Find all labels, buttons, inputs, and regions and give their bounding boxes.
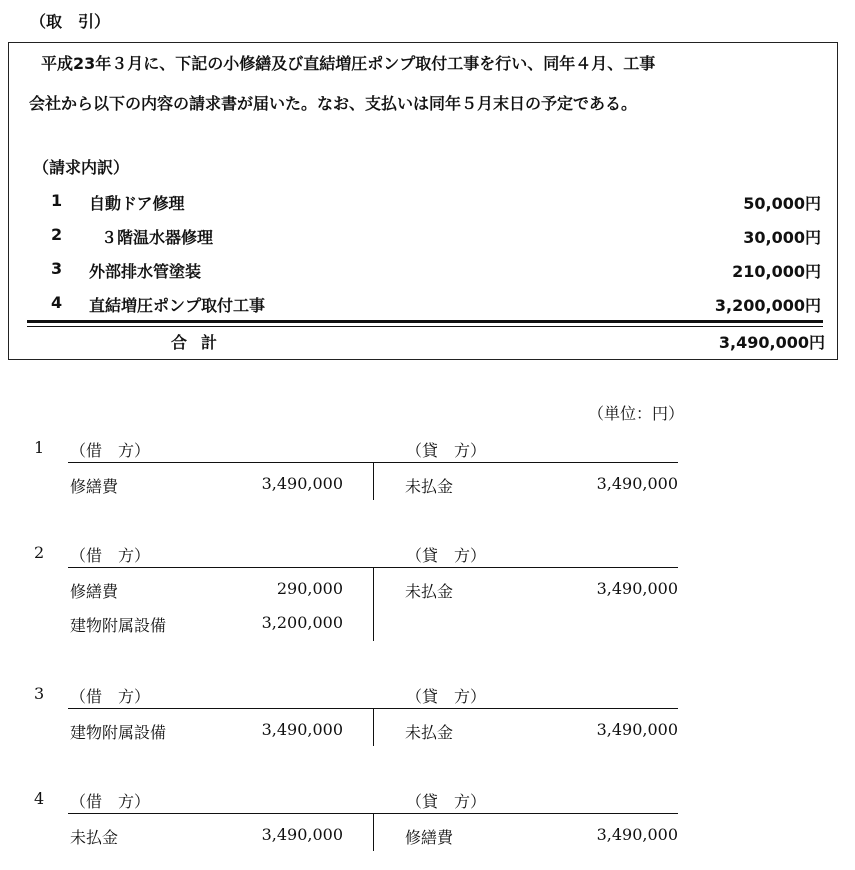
item-amount: 50,000円: [743, 194, 821, 213]
debit-amount: 290,000: [276, 579, 343, 598]
debit-header: （借 方）: [70, 792, 151, 811]
item-number: 3: [51, 259, 63, 278]
section-label: （取 引）: [30, 12, 111, 31]
description-line-2: 会社から以下の内容の請求書が届いた。なお、支払いは同年５月末日の予定である。: [29, 94, 638, 113]
item-name: ３階温水器修理: [101, 228, 214, 247]
debit-account: 建物附属設備: [70, 723, 167, 742]
debit-amount: 3,490,000: [261, 720, 343, 739]
journal-divider: [373, 462, 374, 500]
debit-amount: 3,490,000: [261, 825, 343, 844]
credit-header: （貸 方）: [406, 441, 487, 460]
credit-account: 未払金: [405, 582, 454, 601]
item-name: 直結増圧ポンプ取付工事: [89, 296, 266, 315]
journal-divider: [373, 813, 374, 851]
debit-header: （借 方）: [70, 441, 151, 460]
transaction-box: [8, 42, 838, 360]
total-label: 合計: [171, 333, 232, 352]
debit-account: 未払金: [70, 828, 119, 847]
journal-divider: [373, 567, 374, 641]
choice-number: 2: [34, 543, 45, 562]
item-number: 4: [51, 293, 63, 312]
debit-account: 建物附属設備: [70, 616, 167, 635]
credit-header: （貸 方）: [406, 687, 487, 706]
answer-choice-3: [0, 684, 855, 784]
breakdown-item: [51, 191, 821, 217]
choice-number: 1: [34, 438, 45, 457]
breakdown-item: [51, 259, 821, 285]
credit-account: 修繕費: [405, 828, 454, 847]
answer-choice-4: [0, 789, 855, 859]
total-amount: 3,490,000円: [718, 333, 825, 352]
choice-number: 4: [34, 789, 45, 808]
breakdown-title: （請求内訳）: [33, 158, 130, 177]
debit-account: 修繕費: [70, 477, 119, 496]
credit-amount: 3,490,000: [596, 825, 678, 844]
debit-header: （借 方）: [70, 687, 151, 706]
debit-account: 修繕費: [70, 582, 119, 601]
credit-amount: 3,490,000: [596, 720, 678, 739]
debit-amount: 3,490,000: [261, 474, 343, 493]
journal-divider: [373, 708, 374, 746]
item-name: 自動ドア修理: [89, 194, 185, 213]
description-line-1: 平成23年３月に、下記の小修繕及び直結増圧ポンプ取付工事を行い、同年４月、工事: [41, 54, 656, 73]
breakdown-item: [51, 225, 821, 251]
total-double-rule: [27, 320, 823, 327]
item-amount: 210,000円: [732, 262, 821, 281]
credit-account: 未払金: [405, 723, 454, 742]
answer-choice-2: [0, 543, 855, 653]
item-number: 2: [51, 225, 63, 244]
credit-amount: 3,490,000: [596, 474, 678, 493]
answer-choice-1: [0, 438, 855, 538]
item-name: 外部排水管塗装: [89, 262, 202, 281]
unit-label: （単位：円）: [588, 404, 685, 423]
debit-header: （借 方）: [70, 546, 151, 565]
item-amount: 30,000円: [743, 228, 821, 247]
item-amount: 3,200,000円: [714, 296, 821, 315]
breakdown-item: [51, 293, 821, 319]
item-number: 1: [51, 191, 63, 210]
credit-account: 未払金: [405, 477, 454, 496]
debit-amount: 3,200,000: [261, 613, 343, 632]
credit-amount: 3,490,000: [596, 579, 678, 598]
credit-header: （貸 方）: [406, 546, 487, 565]
choice-number: 3: [34, 684, 45, 703]
credit-header: （貸 方）: [406, 792, 487, 811]
